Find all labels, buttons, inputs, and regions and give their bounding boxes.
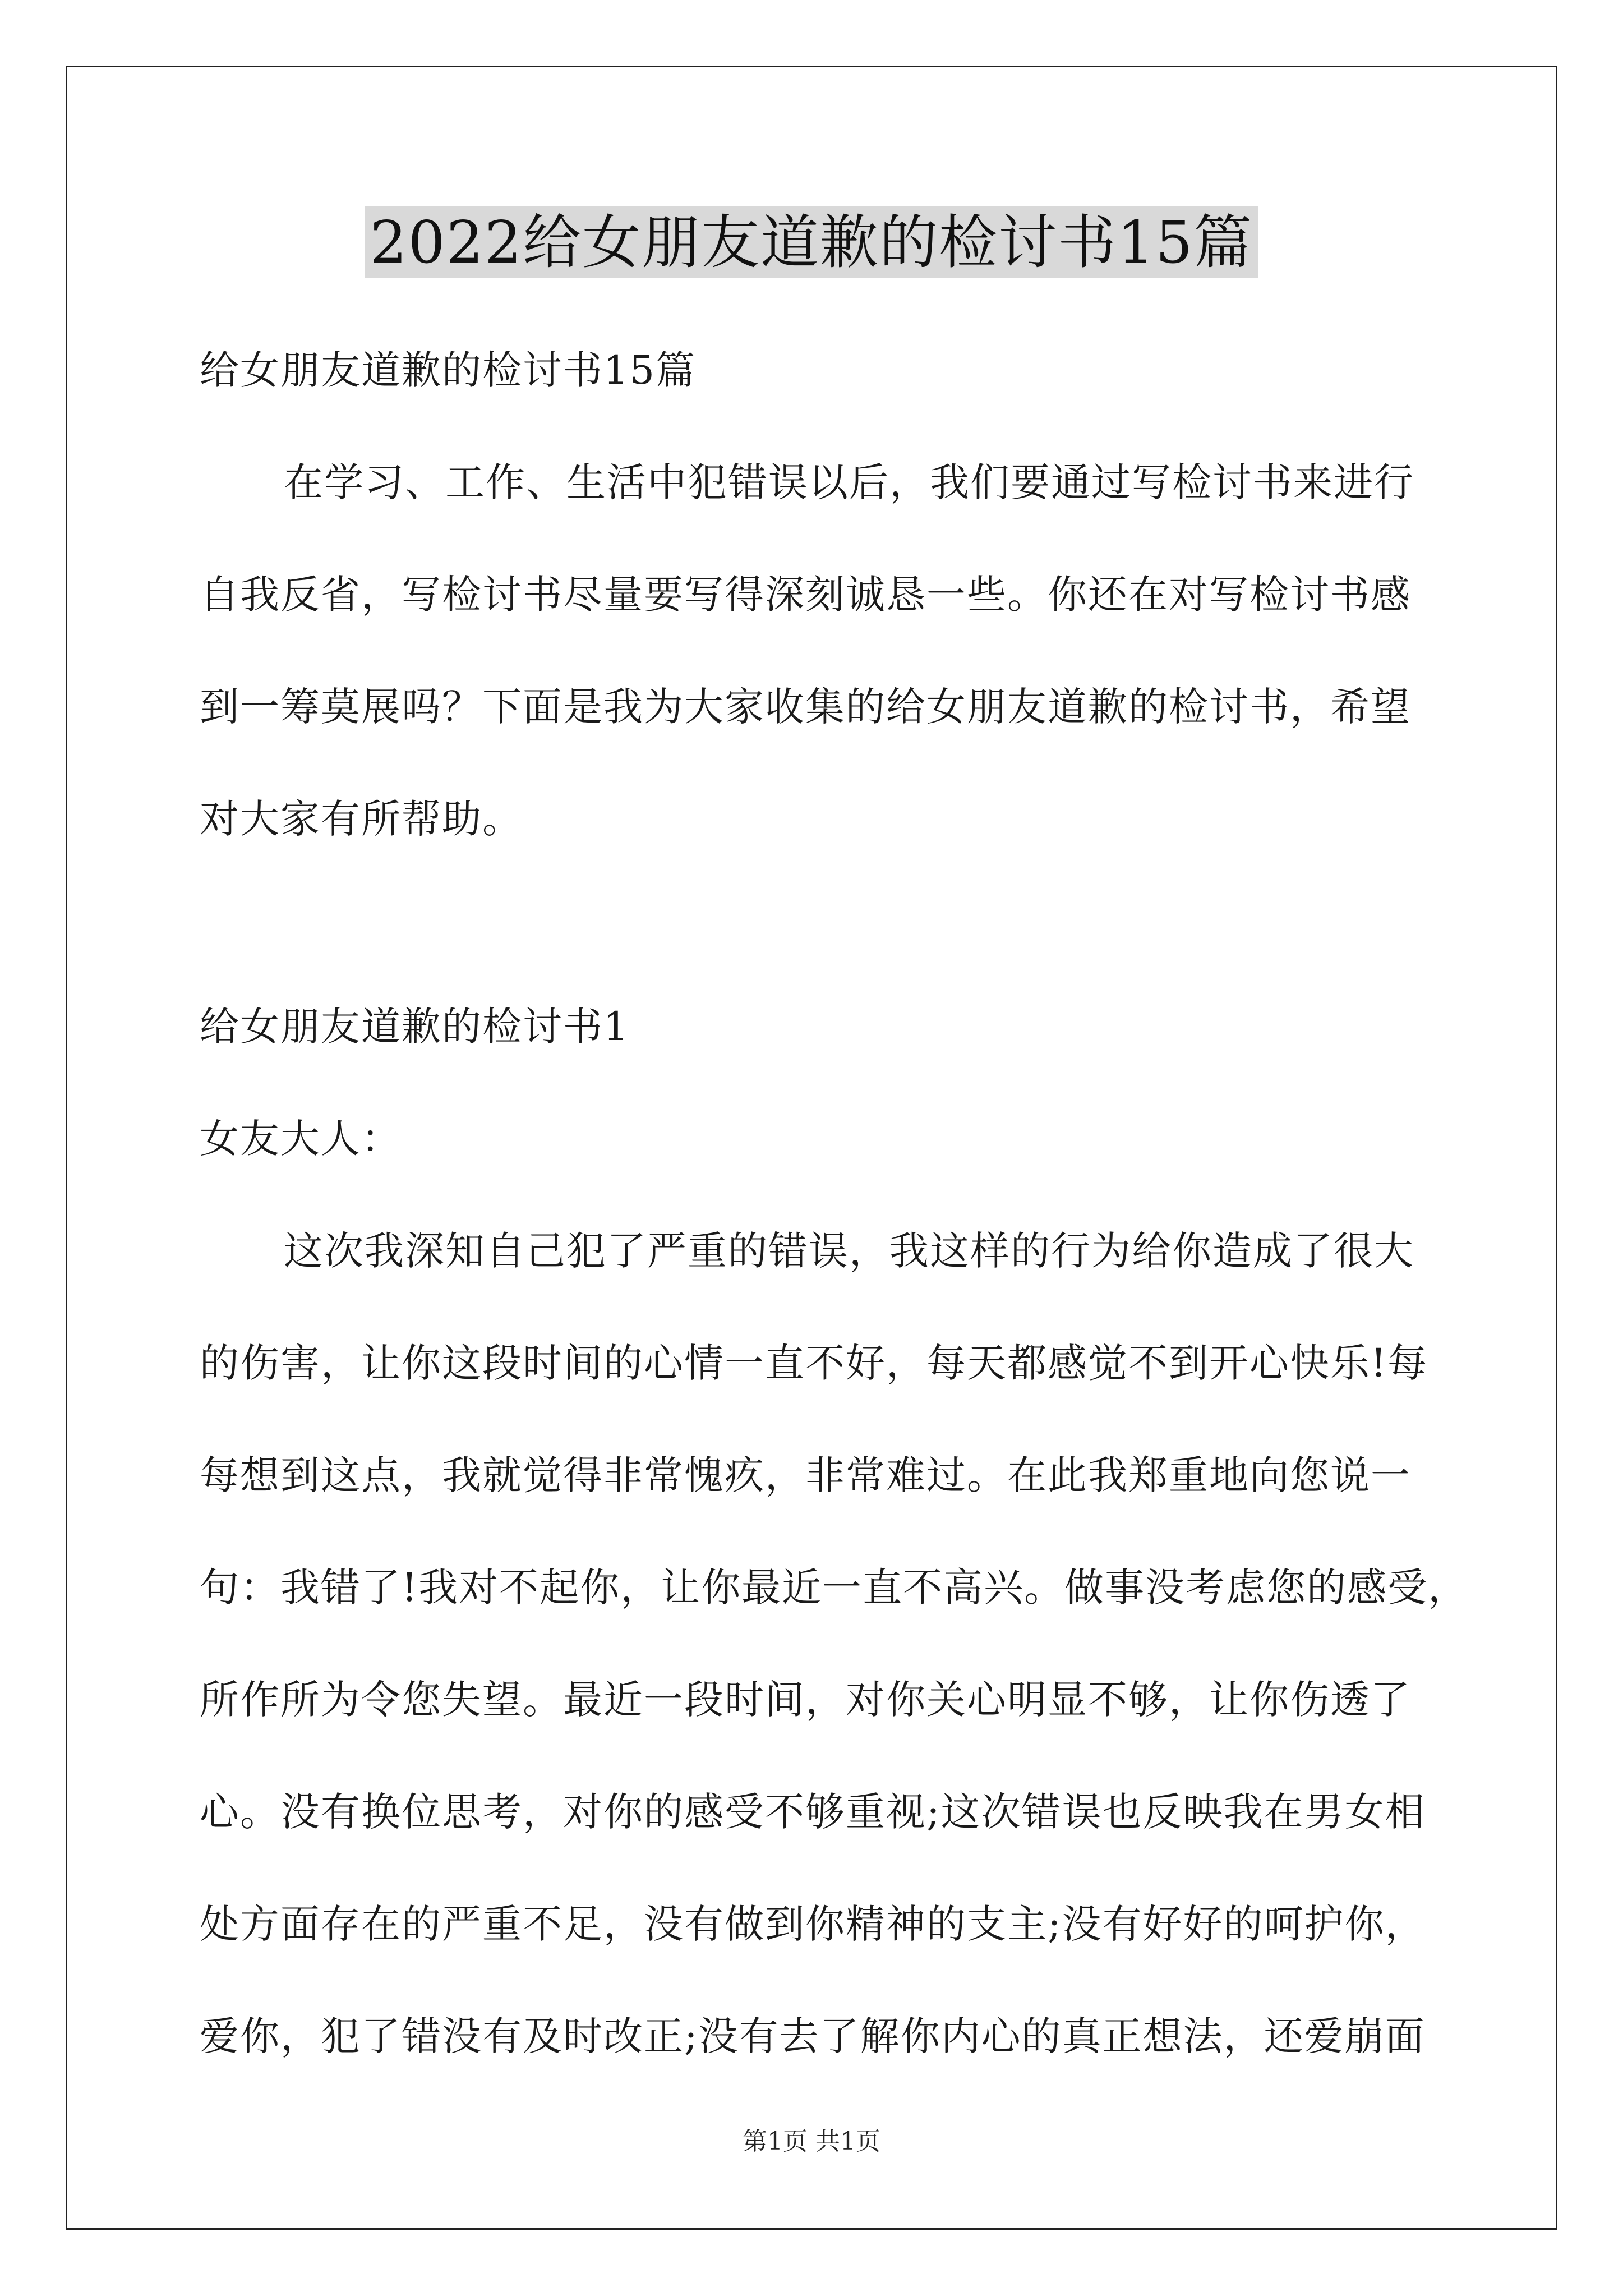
page-number-footer: 第1页 共1页: [743, 2127, 880, 2156]
salutation: 女友大人：: [200, 1116, 402, 1162]
body-line: 句：我错了!我对不起你，让你最近一直不高兴。做事没考虑您的感受，: [200, 1565, 1469, 1611]
title-container: [0, 206, 1623, 278]
document-title: 2022给女朋友道歉的检讨书15篇: [365, 206, 1257, 278]
section-heading: 给女朋友道歉的检讨书1: [200, 1004, 630, 1050]
body-line: 心。没有换位思考，对你的感受不够重视;这次错误也反映我在男女相: [200, 1789, 1426, 1835]
intro-line: 自我反省，写检讨书尽量要写得深刻诚恳一些。你还在对写检讨书感: [200, 572, 1411, 618]
subtitle: 给女朋友道歉的检讨书15篇: [200, 347, 697, 393]
body-line: 处方面存在的严重不足，没有做到你精神的支主;没有好好的呵护你，: [200, 1901, 1426, 1947]
intro-line: 对大家有所帮助。: [200, 796, 523, 842]
body-line: 每想到这点，我就觉得非常愧疚，非常难过。在此我郑重地向您说一: [200, 1452, 1411, 1498]
intro-line: 在学习、工作、生活中犯错误以后，我们要通过写检讨书来进行: [284, 459, 1414, 505]
body-line: 所作所为令您失望。最近一段时间，对你关心明显不够，让你伤透了: [200, 1677, 1411, 1723]
document-body: [200, 314, 1469, 2092]
paragraph-gap: [200, 875, 1433, 970]
intro-line: 到一筹莫展吗？下面是我为大家收集的给女朋友道歉的检讨书，希望: [200, 684, 1411, 730]
body-line: 爱你，犯了错没有及时改正;没有去了解你内心的真正想法，还爱崩面: [200, 2013, 1426, 2059]
body-line: 的伤害，让你这段时间的心情一直不好，每天都感觉不到开心快乐!每: [200, 1340, 1428, 1386]
body-line: 这次我深知自己犯了严重的错误，我这样的行为给你造成了很大: [284, 1228, 1414, 1274]
